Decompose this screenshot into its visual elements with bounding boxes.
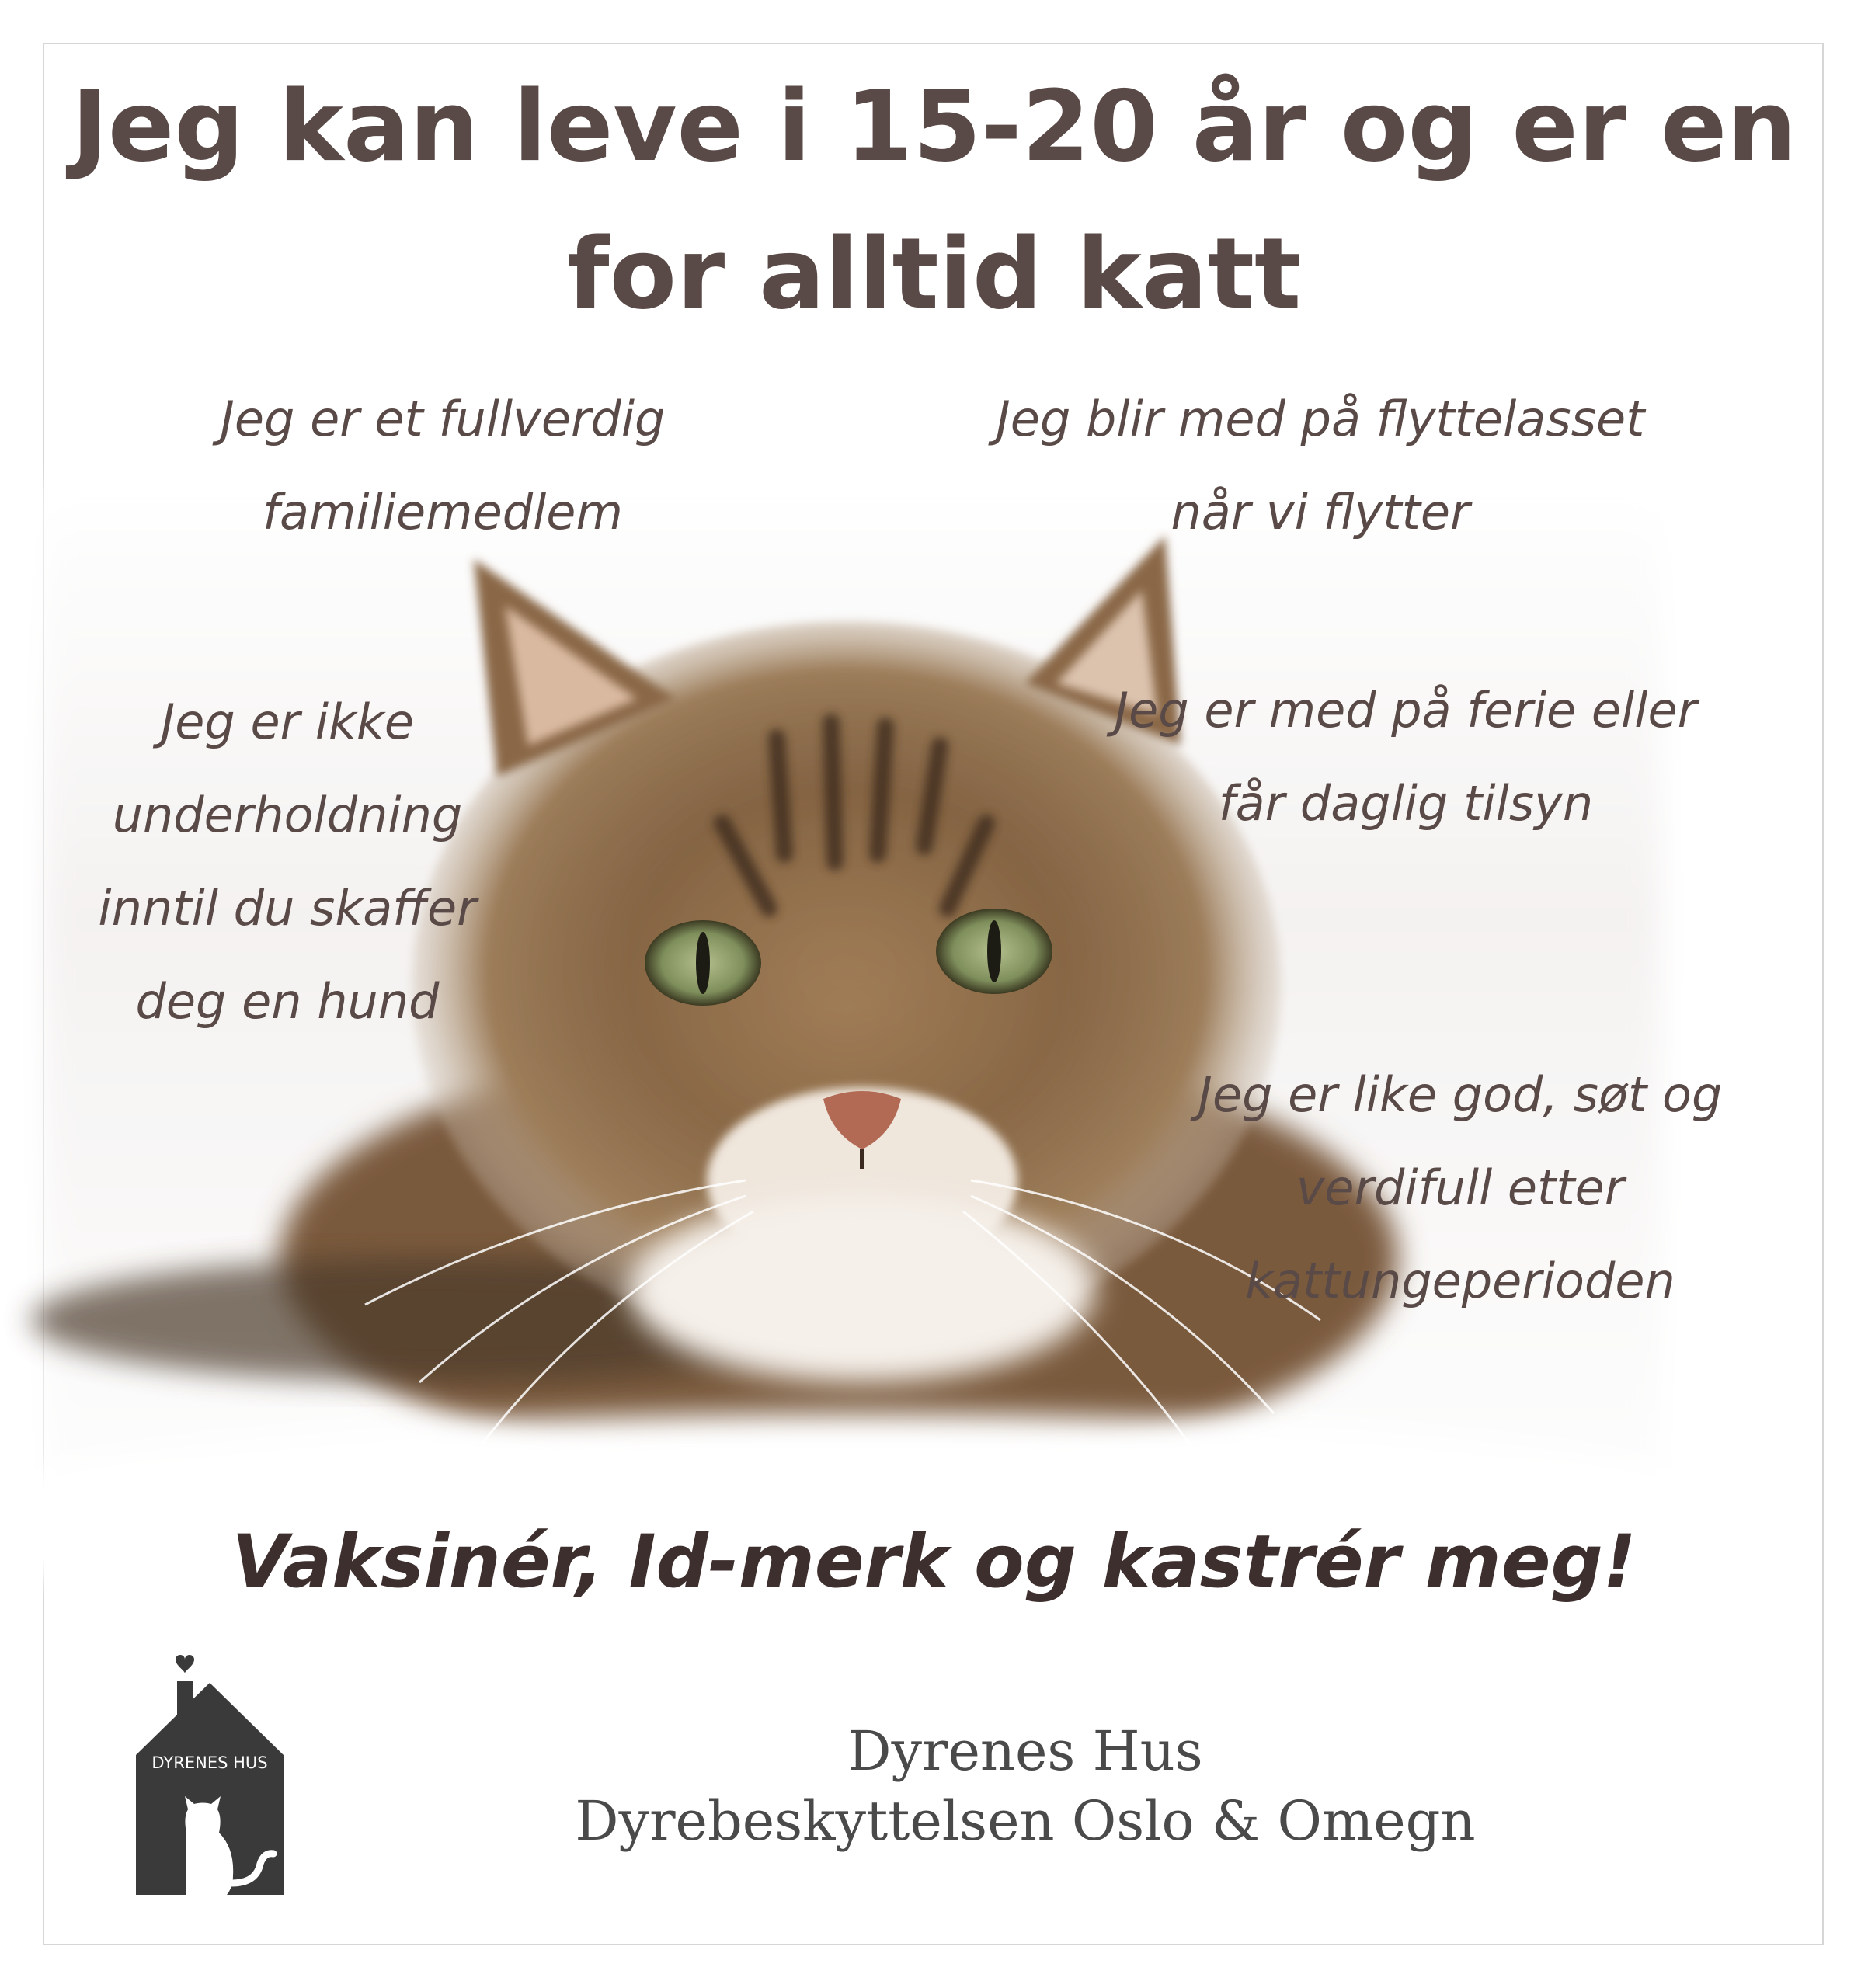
- fact-moving-line: når vi flytter: [1171, 484, 1470, 540]
- fact-entertainment: [62, 676, 513, 1048]
- headline-line-2: for alltid katt: [566, 217, 1302, 331]
- fact-vacation-line: Jeg er med på ferie eller: [1114, 682, 1698, 739]
- call-to-action: Vaksinér, Id-merk og kastrér meg!: [231, 1520, 1637, 1604]
- fact-family-line: Jeg er et fullverdig: [220, 391, 666, 447]
- fact-family: [186, 373, 699, 559]
- fact-moving-line: Jeg blir med på flyttelasset: [996, 391, 1645, 447]
- organization-name: Dyrenes Hus: [847, 1719, 1203, 1783]
- fact-entertainment-line: underholdning: [112, 787, 463, 843]
- fact-entertainment-line: Jeg er ikke: [160, 693, 414, 750]
- fact-kitten-line: Jeg er like god, søt og: [1198, 1066, 1723, 1123]
- fact-entertainment-line: inntil du skaffer: [98, 880, 477, 937]
- fact-entertainment-line: deg en hund: [135, 973, 440, 1030]
- organization-parent: Dyrebeskyttelsen Oslo & Omegn: [575, 1789, 1476, 1853]
- fact-kitten-line: kattungeperioden: [1245, 1253, 1675, 1309]
- logo-text: DYRENES HUS: [151, 1753, 268, 1772]
- fact-moving: [948, 373, 1693, 559]
- fact-vacation: [1064, 664, 1748, 850]
- fact-family-line: familiemedlem: [263, 484, 623, 540]
- fact-kitten-line: verdifull etter: [1296, 1159, 1625, 1216]
- fact-kitten: [1150, 1048, 1771, 1328]
- headline-line-1: Jeg kan leve i 15-20 år og er en: [71, 69, 1797, 183]
- house-with-cat-and-heart-icon: [132, 1650, 287, 1895]
- fact-vacation-line: får daglig tilsyn: [1218, 775, 1594, 832]
